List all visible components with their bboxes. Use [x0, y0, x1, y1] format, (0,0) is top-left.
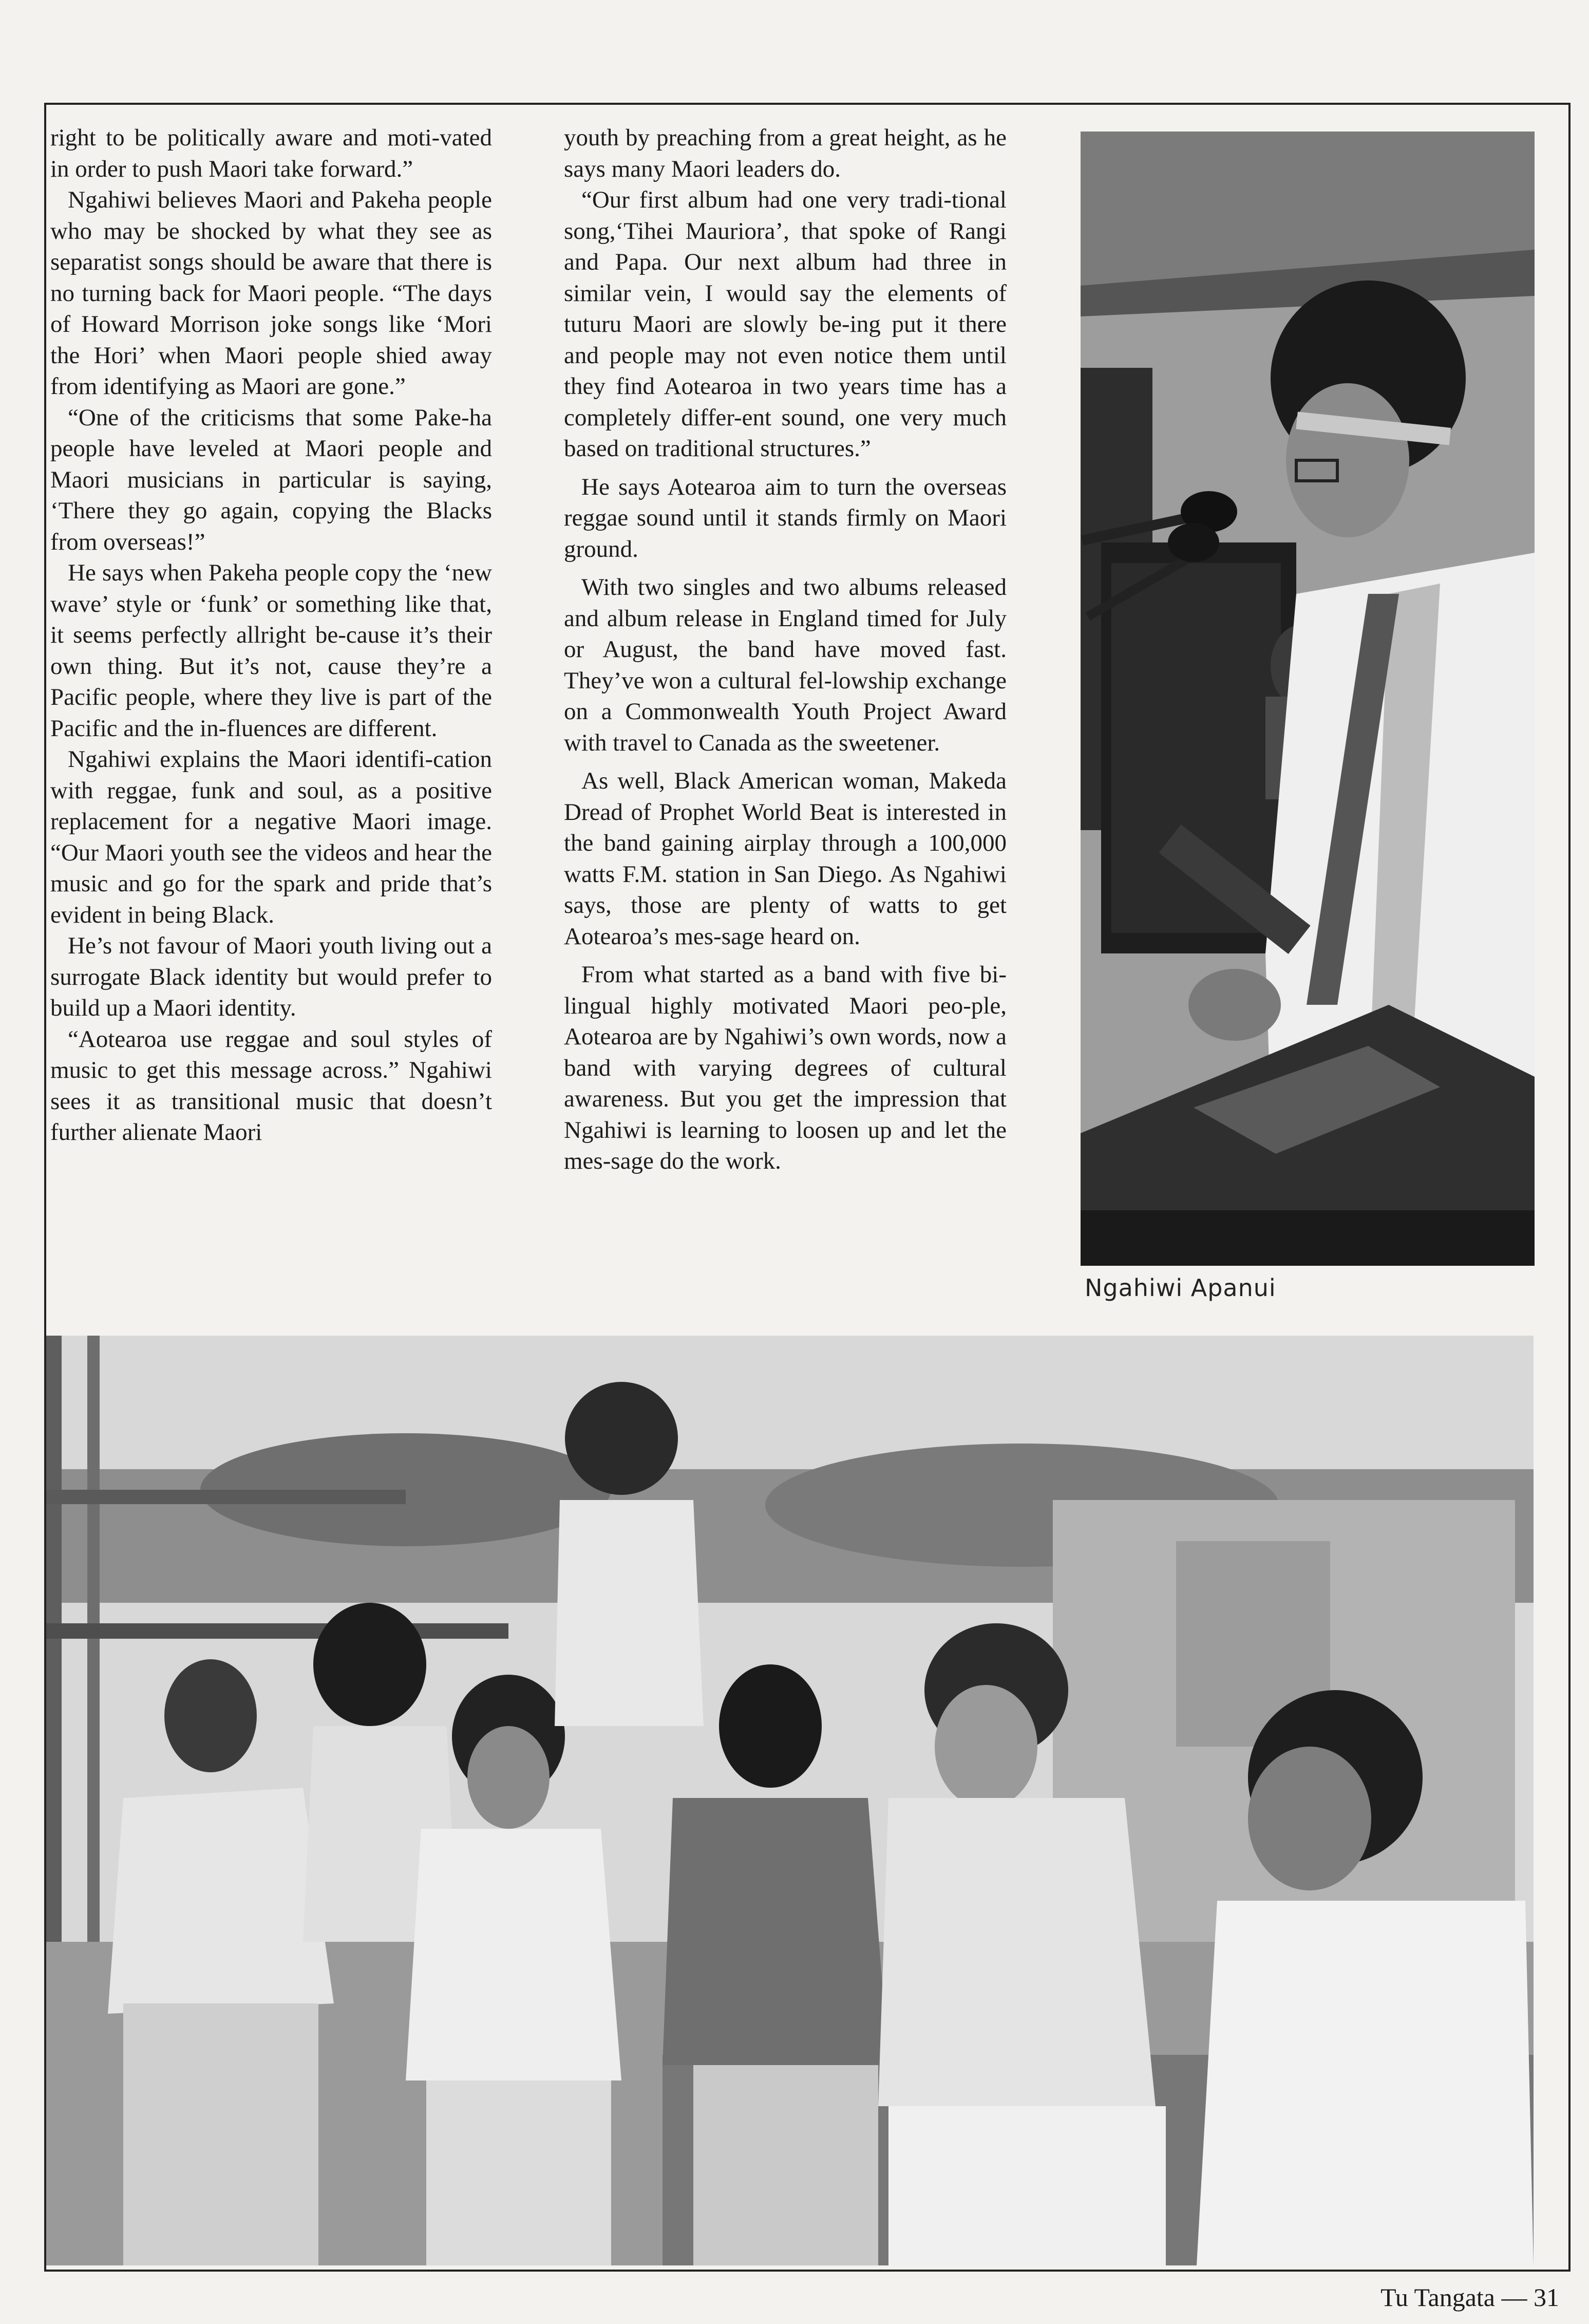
paragraph: He says when Pakeha people copy the ‘new wave’ style or ‘funk’ or something like that, it seems perfectly allright be-cause it’s their own thing. But it’s not, cause they’re a Pacific people, where they live is part of the Pacific and the in-fluences are different. — [50, 559, 492, 742]
paragraph: From what started as a band with five bi-lingual highly motivated Maori peo-ple, Aotearoa are by Ngahiwi’s own words, now a band with varying degrees of cultural awareness. But you get the impression that Ngahiwi is learning to loosen up and let the mes-sage do the work. — [564, 961, 1007, 1174]
paragraph: “Aotearoa use reggae and soul styles of music to get this message across.” Ngahiwi sees it as transitional music that doesn’t further alienate Maori — [50, 1025, 492, 1146]
paragraph: He’s not favour of Maori youth living out a surrogate Black identity but would prefer to build up a Maori identity. — [50, 932, 492, 1021]
text-column-1 — [50, 122, 492, 1148]
paragraph: right to be politically aware and moti-vated in order to push Maori take forward.” — [50, 124, 492, 182]
musician-photo-drawing — [1081, 132, 1535, 1266]
paragraph: Ngahiwi explains the Maori identifi-cation with reggae, funk and soul, as a positive replacement for a negative Maori image. “Our Maori youth see the videos and hear the music and go for the spark and pride that’s evident in being Black. — [50, 746, 492, 928]
page-footer: Tu Tangata — 31 — [1380, 2283, 1559, 2312]
paragraph: Ngahiwi believes Maori and Pakeha people who may be shocked by what they see as separatist songs should be aware that there is no turning back for Maori people. “The days of Howard Morrison joke songs like ‘Mori the Hori’ when Maori people shied away from identifying as Maori are gone.” — [50, 186, 492, 400]
musician-photo — [1081, 132, 1535, 1266]
paragraph: With two singles and two albums released and album release in England timed for July or August, the band have moved fast. They’ve won a cultural fel-lowship exchange on a Commonwealth Youth Project Award with travel to Canada as the sweetener. — [564, 574, 1007, 756]
band-group-photo — [46, 1336, 1534, 2265]
band-group-photo-drawing — [46, 1336, 1534, 2265]
paragraph: As well, Black American woman, Makeda Dread of Prophet World Beat is interested in the band gaining airplay through a 100,000 watts F.M. station in San Diego. As Ngahiwi says, those are plenty of watts to get Aotearoa’s mes-sage heard on. — [564, 767, 1007, 950]
paragraph: He says Aotearoa aim to turn the overseas reggae sound until it stands firmly on Maori ground. — [564, 473, 1007, 563]
paragraph: youth by preaching from a great height, as he says many Maori leaders do. — [564, 124, 1007, 182]
photo-caption: Ngahiwi Apanui — [1085, 1274, 1276, 1302]
paragraph: “Our first album had one very tradi-tional song,‘Tihei Mauriora’, that spoke of Rangi and Papa. Our next album had three in similar vein, I would say the elements of tuturu Maori are slowly be-ing put it there and people may not even notice them until they find Aotearoa in two years time has a completely differ-ent sound, one very much based on traditional structures.” — [564, 186, 1007, 462]
paragraph: “One of the criticisms that some Pake-ha people have leveled at Maori people and Maori musicians in particular is saying, ‘There they go again, copying the Blacks from overseas!” — [50, 404, 492, 555]
text-column-2 — [564, 122, 1007, 1177]
